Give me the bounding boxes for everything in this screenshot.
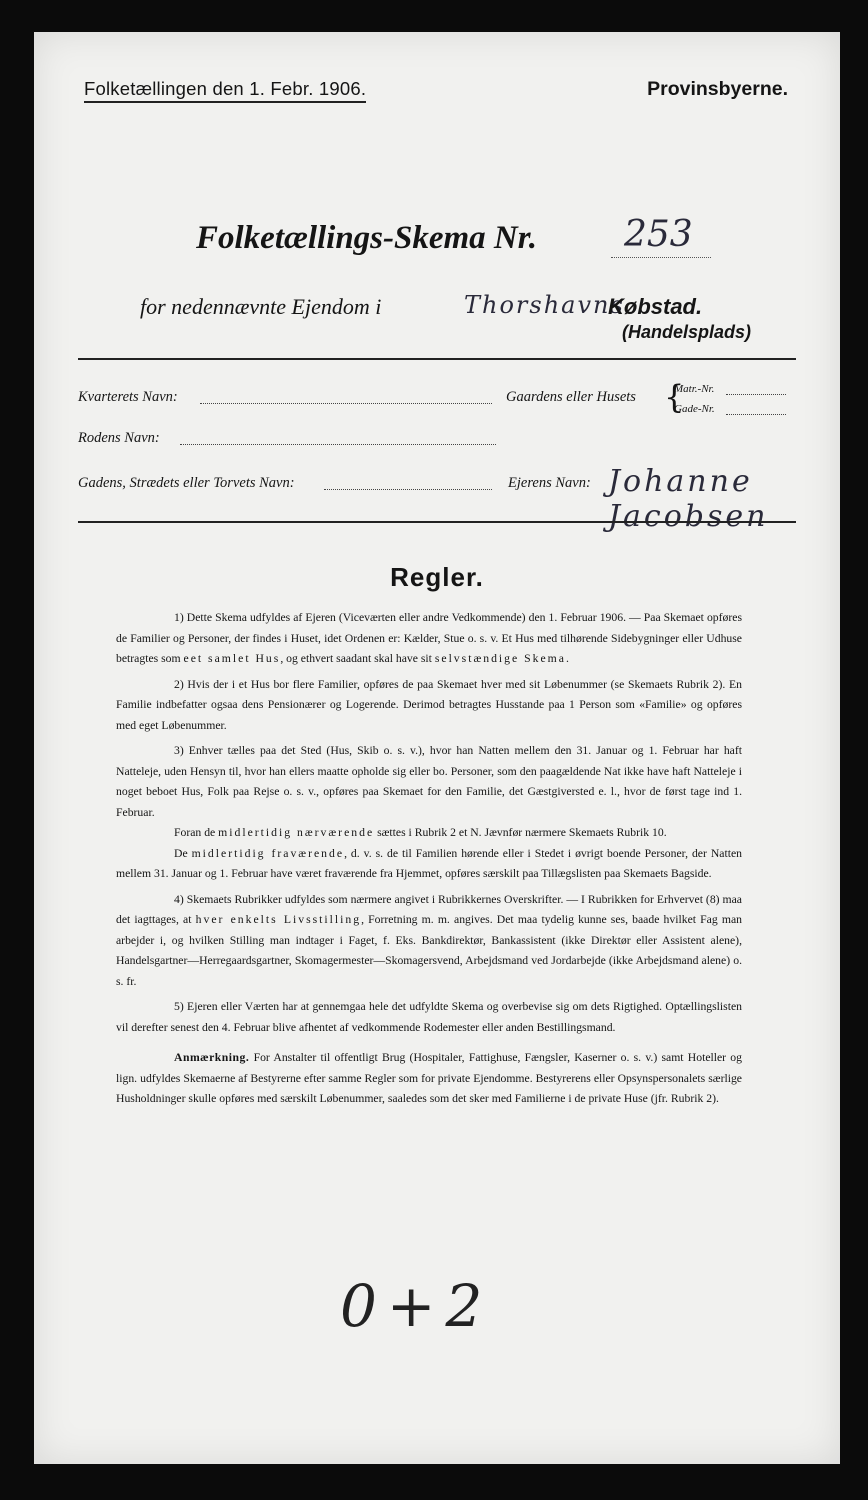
rule-3-temporary-absent: De midlertidig fraværende, d. v. s. de til Familien hørende eller i Stedet i øvrigt boende Personer, der Natten mellem 31. Januar og 1. Februar have været fraværende fra Hjemmet, opføres særskilt paa Tillægslisten paa Skemaets Bagside. bbox=[116, 846, 742, 880]
top-divider bbox=[78, 358, 796, 360]
census-header: Folketællingen den 1. Febr. 1906. bbox=[84, 78, 366, 103]
quarter-label: Kvarterets Navn: bbox=[78, 389, 178, 405]
subtitle-prefix: for nedennævnte Ejendom i bbox=[140, 294, 382, 319]
rode-line bbox=[180, 444, 496, 445]
street-line bbox=[324, 489, 492, 490]
bottom-divider bbox=[78, 521, 796, 523]
town-type-alt: (Handelsplads) bbox=[622, 322, 752, 342]
farm-label: Gaardens eller Husets bbox=[506, 389, 636, 405]
rule-3: 3) Enhver tælles paa det Sted (Hus, Skib o. s. v.), hvor han Natten mellem den 31. Januar og 1. Februar har haft Natteleje, uden Hensyn til, hvor han ellers maatte opholde sig eller bo. Personer, som den paagældende Nat ikke have haft Natteleje i noget beboet Hus, Folk paa Rejse o. s. v., opføres paa Skemaet for den Familie, det Gæstgiversted e. l., hvor de først tage ind 1. Februar. bbox=[116, 744, 742, 819]
brace-icon: { bbox=[664, 378, 685, 416]
form-title: Folketællings-Skema Nr. bbox=[196, 220, 538, 256]
owner-label: Ejerens Navn: bbox=[508, 475, 591, 491]
rules-text bbox=[116, 608, 742, 1115]
matr-line bbox=[726, 394, 786, 395]
rules-title: Regler. bbox=[390, 562, 484, 592]
title-number-line bbox=[611, 257, 711, 258]
handwritten-town: Thorshavns bbox=[464, 291, 625, 319]
matr-label: Matr.-Nr. bbox=[674, 383, 715, 395]
note: Anmærkning. For Anstalter til offentligt Brug (Hospitaler, Fattighuse, Fængsler, Kaserner o. s. v.) samt Hoteller og lign. udfyldes Skemaerne af Bestyrerne efter samme Regler som for private Ejendomme. Bestyrerens eller Opsynspersonalets særlige Husholdninger skulle opføres med særskilt Løbenummer, saaledes som det sker med Familierne i de private Huse (jfr. Rubrik 2). bbox=[116, 1051, 742, 1105]
rule-5: 5) Ejeren eller Værten har at gennemgaa hele det udfyldte Skema og overbevise sig om dets Rigtighed. Optællingslisten vil derefter senest den 4. Februar blive afhentet af vedkommende Rodemester eller anden Bestillingsmand. bbox=[116, 1000, 742, 1034]
rule-1: 1) Dette Skema udfyldes af Ejeren (Viceværten eller andre Vedkommende) den 1. Februar 1906. — Paa Skemaet opføres de Familier og Personer, der findes i Huset, idet Ordenen er: Kælder, Stue o. s. v. Et Hus med tilhørende Sidebygninger eller Udhuse betragtes som eet samlet Hus, og ethvert saadant skal have sit selvstændige Skema. bbox=[116, 611, 742, 665]
quarter-line bbox=[200, 403, 492, 404]
gade-line bbox=[726, 414, 786, 415]
region-label: Provinsbyerne. bbox=[647, 78, 788, 100]
rule-4: 4) Skemaets Rubrikker udfyldes som nærmere angivet i Rubrikkernes Overskrifter. — I Rubrikken for Erhvervet (8) maa det iagttages, at hver enkelts Livsstilling, Forretning m. m. angives. Det maa tydelig kunne ses, baade hvilket Fag man arbejder i, og hvilken Stilling man indtager i Faget, f. Eks. Bankdirektør, Bankassistent (ikke Direktør eller Assistent alene), Handelsgartner—Herregaardsgartner, Skomagermester—Skomagersvend, Arbejdsmand ved Jordarbejde (ikke Arbejdsmand alene) o. s. fr. bbox=[116, 892, 742, 988]
rode-label: Rodens Navn: bbox=[78, 430, 160, 446]
census-form-page bbox=[34, 32, 840, 1464]
gade-label: Gade-Nr. bbox=[674, 403, 715, 415]
handwritten-bottom-note: 0+2 bbox=[340, 1272, 493, 1340]
town-type: Købstad. bbox=[608, 294, 703, 319]
handwritten-form-number: 253 bbox=[624, 214, 693, 255]
rule-3-temporary-present: Foran de midlertidig nærværende sættes i Rubrik 2 et N. Jævnfør nærmere Skemaets Rubrik 10. bbox=[174, 826, 667, 839]
owner-name: Johanne Jacobsen bbox=[608, 464, 769, 534]
rule-2: 2) Hvis der i et Hus bor flere Familier, opføres de paa Skemaet hver med sit Løbenummer (se Skemaets Rubrik 2). En Familie indbefatter ogsaa dens Pensionærer og Logerende. Derimod betragtes Husstande paa 1 Person som «Familie» og opføres med eget Løbenummer. bbox=[116, 677, 742, 732]
street-label: Gadens, Strædets eller Torvets Navn: bbox=[78, 475, 295, 491]
